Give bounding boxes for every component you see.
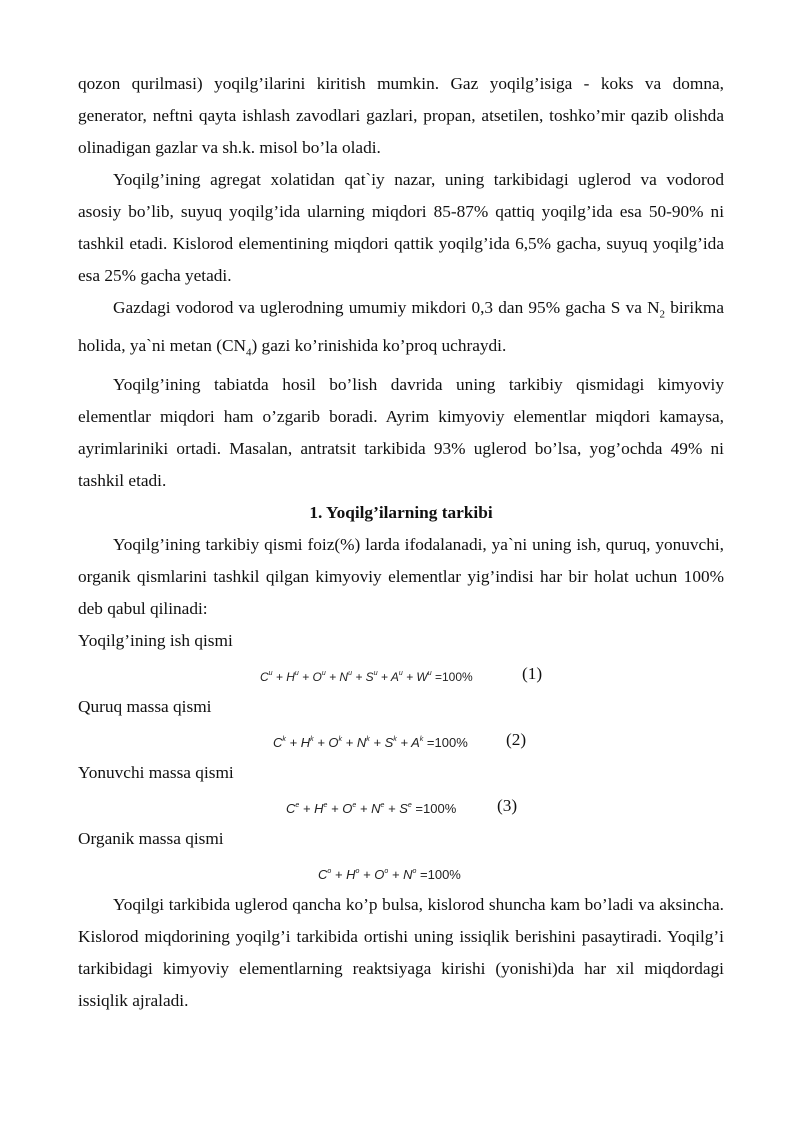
- paragraph-carbon-oxygen: Yoqilgi tarkibida uglerod qancha ko’p bulsa, kislorod shuncha kam bo’ladi va aksincha. Kislorod miqdorining yoqilg’i tarkibida ortishi uning issiqlik berishini pasaytiradi. Yoqilg’i tarkibidagi kimyoviy elementlarning reaktsiyaga kirishi (yonishi)da har xil miqdordagi issiqlik ajraladi.: [78, 894, 724, 1010]
- label-dry-mass: Quruq massa qismi: [78, 696, 212, 716]
- paragraph-natural-formation: Yoqilg’ining tabiatda hosil bo’lish davrida uning tarkibiy qismidagi kimyoviy elementlar miqdori ham o’zgarib boradi. Ayrim kimyoviy elementlar miqdori kamaysa, ayrimlariniki ortadi. Masalan, antratsit tarkibida 93% uglerod bo’lsa, yog’ochda 49% ni tashkil etadi.: [78, 374, 724, 490]
- equation-number-2: (2): [506, 729, 527, 749]
- gas-text-after: ) gazi ko’rinishida ko’proq uchraydi.: [251, 336, 507, 356]
- document-page: [78, 68, 724, 1017]
- equation-number-3: (3): [497, 795, 518, 815]
- formula-combustible-mass: [78, 789, 724, 823]
- label-working-mass: Yoqilg’ining ish qismi: [78, 630, 233, 650]
- label-organic-mass: Organik massa qismi: [78, 828, 224, 848]
- gas-text-middle: birikma holida, ya`ni metan (CN: [78, 298, 724, 356]
- paragraph-carbon-hydrogen: Yoqilg’ining agregat xolatidan qat`iy nazar, uning tarkibidagi uglerod va vodorod asosiy bo’lib, suyuq yoqilg’ida ularning miqdori 85-87% qattiq yoqilg’ida esa 50-90% ni tashkil etadi. Kislorod elementining miqdori qattik yoqilg’ida 6,5% gacha, suyuq yoqilg’ida esa 25% gacha yetadi.: [78, 170, 724, 285]
- equation-number-1: (1): [522, 663, 543, 683]
- paragraph-gas-fuels: qozon qurilmasi) yoqilg’ilarini kiritish mumkin. Gaz yoqilg’isiga - koks va domna, generator, neftni qayta ishlash zavodlari gazlari, propan, atsetilen, toshko’mir qazib olishda olinadigan gazlar va sh.k. misol bo’la oladi.: [78, 74, 724, 157]
- label-combustible-mass: Yonuvchi massa qismi: [78, 762, 234, 782]
- formula-3-expression: $C^e + H^e + O^e + N^e + S^e =100\%$: [286, 800, 457, 816]
- formula-1-expression: $C^u + H^u + O^u + N^u + S^u + A^u + W^u =100\%$: [260, 669, 473, 684]
- paragraph-composition-intro: Yoqilg’ining tarkibiy qismi foiz(%) larda ifodalanadi, ya`ni uning ish, quruq, yonuvchi, organik qismlarini tashkil qilgan kimyoviy elementlar yig’indisi har bir holat uchun 100% deb qabul qilinadi:: [78, 534, 724, 618]
- subscript-n2: 2: [659, 308, 666, 321]
- formula-dry-mass: [78, 723, 724, 757]
- formula-4-expression: $C^o + H^o + O^o + N^o =100\%$: [318, 866, 461, 882]
- formula-2-expression: $C^k + H^k + O^k + N^k + S^k + A^k =100\%$: [273, 734, 468, 750]
- subscript-cn4: 4: [245, 346, 252, 359]
- formula-organic-mass: [78, 855, 724, 889]
- section-heading: 1. Yoqilg’ilarning tarkibi: [309, 502, 493, 522]
- paragraph-gas-composition: [78, 292, 724, 369]
- formula-working-mass: [78, 657, 724, 691]
- gas-text-before: Gazdagi vodorod va uglerodning umumiy mikdori 0,3 dan 95% gacha S va N: [113, 298, 660, 317]
